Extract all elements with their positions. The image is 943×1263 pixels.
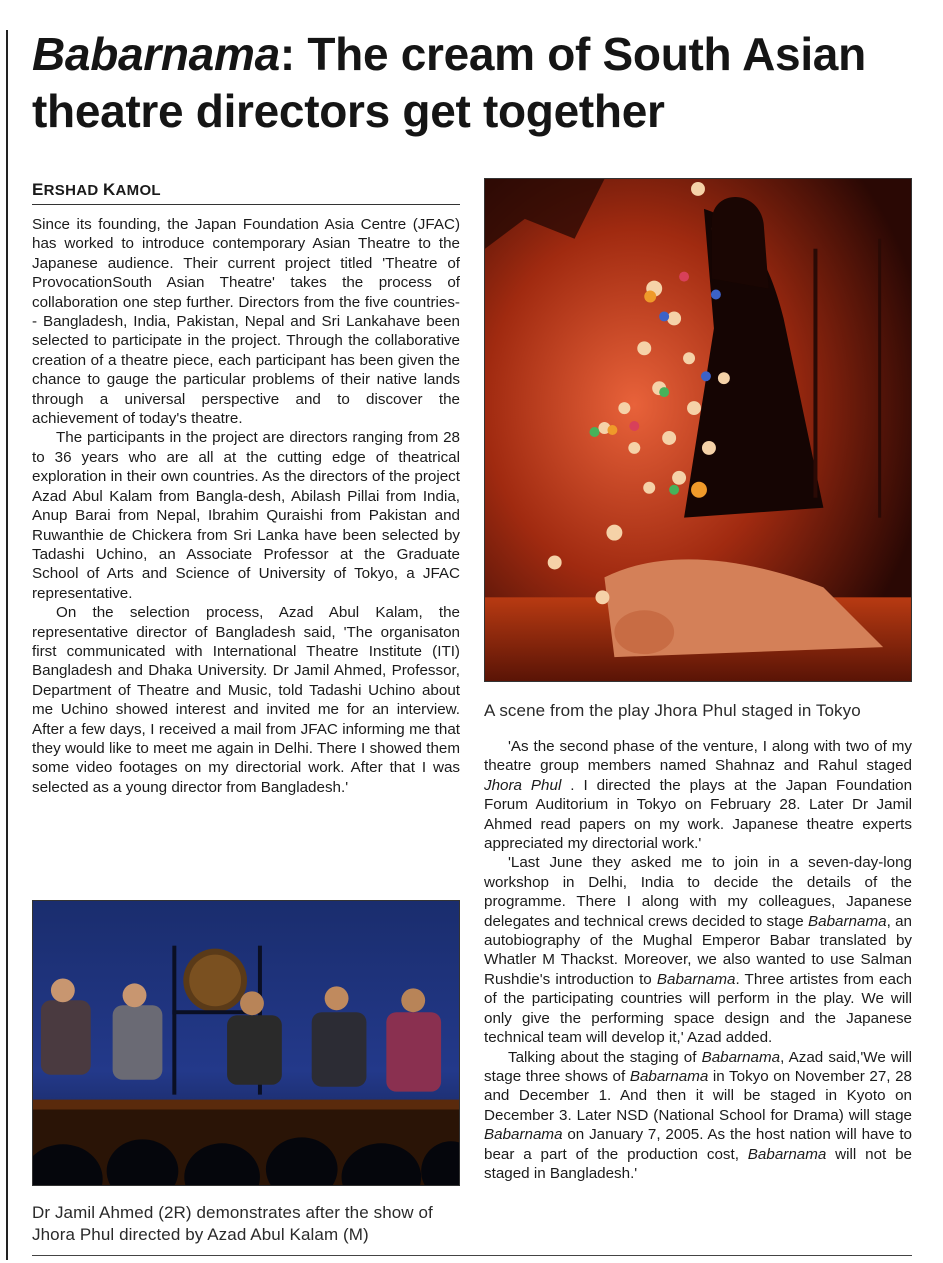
paragraph: Since its founding, the Japan Foundation Asia Centre (JFAC) has worked to introduce contemporary Asian Theatre to the Japanese audience. Their current project titled 'Theatre of ProvocationSouth Asian Theatre' takes the process of collaboration one step further. Directors from the five countries-- Bangladesh, India, Pakistan, Nepal and Sri Lankahave been selected to participate in the project. Through the collaborative creation of a theatre piece, each participant has been given the chance to gauge the particular problems of their native lands through a universal perspective and to discover the achievement of today's theatre. [32,216,460,428]
stage-scene-photo [484,178,912,682]
headline-italic: Babarnama [32,28,280,80]
bottom-rule [32,1255,912,1256]
panel-discussion-photo [32,900,460,1186]
paragraph: 'As the second phase of the venture, I along with two of my theatre group members named Shahnaz and Rahul staged Jhora Phul . I directed the plays at the Japan Foundation Forum Auditorium in Tokyo on February 28. Later Dr Jamil Ahmed read papers on my work. Japanese theatre experts appreciated my directorial work.' [484,738,913,853]
paragraph: 'Last June they asked me to join in a seven-day-long workshop in Delhi, India to decide the details of the programme. There I along with my colleagues, Japanese delegates and technical crews decided to stage Babarnama, an autobiography of the Mughal Emperor Babar translated by Whatler M Thackst. Moreover, we also wanted to use Salman Rushdie's introduction to Babarnama. Three artistes from each of the participating countries will perform in the play. We will only give the performing space design and the Japanese technical team will develop it,' Azad added. [484,854,912,1047]
headline [32,26,912,140]
body-column-right [484,737,912,1183]
byline: ERSHAD KAMOL [32,180,460,205]
headline-rest: : The cream of South Asian theatre directors get together [32,28,866,137]
column-rule-left [6,30,8,1260]
main-photo-caption: A scene from the play Jhora Phul staged in Tokyo [484,701,861,720]
paragraph: The participants in the project are directors ranging from 28 to 36 years who are all at the cutting edge of theatrical exploration in their own countries. As the directors of the project Azad Abul Kalam from Bangla-desh, Abilash Pillai from India, Anup Barai from Nepal, Ibrahim Quraishi from Pakistan and Ruwanthie de Chickera from Sri Lanka have been selected by Tadashi Uchino, an Associate Professor at the Graduate School of Arts and Science of University of Tokyo, a JFAC representative. [32,429,460,602]
paragraph: On the selection process, Azad Abul Kalam, the representative director of Bangladesh said, 'The organisaton first communicated with International Theatre Institute (ITI) Bangladesh and Dhaka University. Dr Jamil Ahmed, Professor, Department of Theatre and Music, told Tadashi Uchino about me Uchino showed interest and invited me for an interview. After a few days, I received a mail from JFAC informing me that they would like to meet me again in Delhi. There I showed them some video footages on my directorial work. After that I was selected as a young director from Bangladesh.' [32,604,460,796]
body-column-left [32,215,460,797]
panel-photo-caption: Dr Jamil Ahmed (2R) demonstrates after the show of Jhora Phul directed by Azad Abul Kalam (M) [32,1203,433,1244]
paragraph: Talking about the staging of Babarnama, Azad said,'We will stage three shows of Babarnama in Tokyo on November 27, 28 and December 1. And then it will be staged in Kyoto on December 3. Later NSD (National School for Drama) will stage Babarnama on January 7, 2005. As the host nation will have to bear a part of the production cost, Babarnama will not be staged in Bangladesh.' [484,1048,913,1182]
